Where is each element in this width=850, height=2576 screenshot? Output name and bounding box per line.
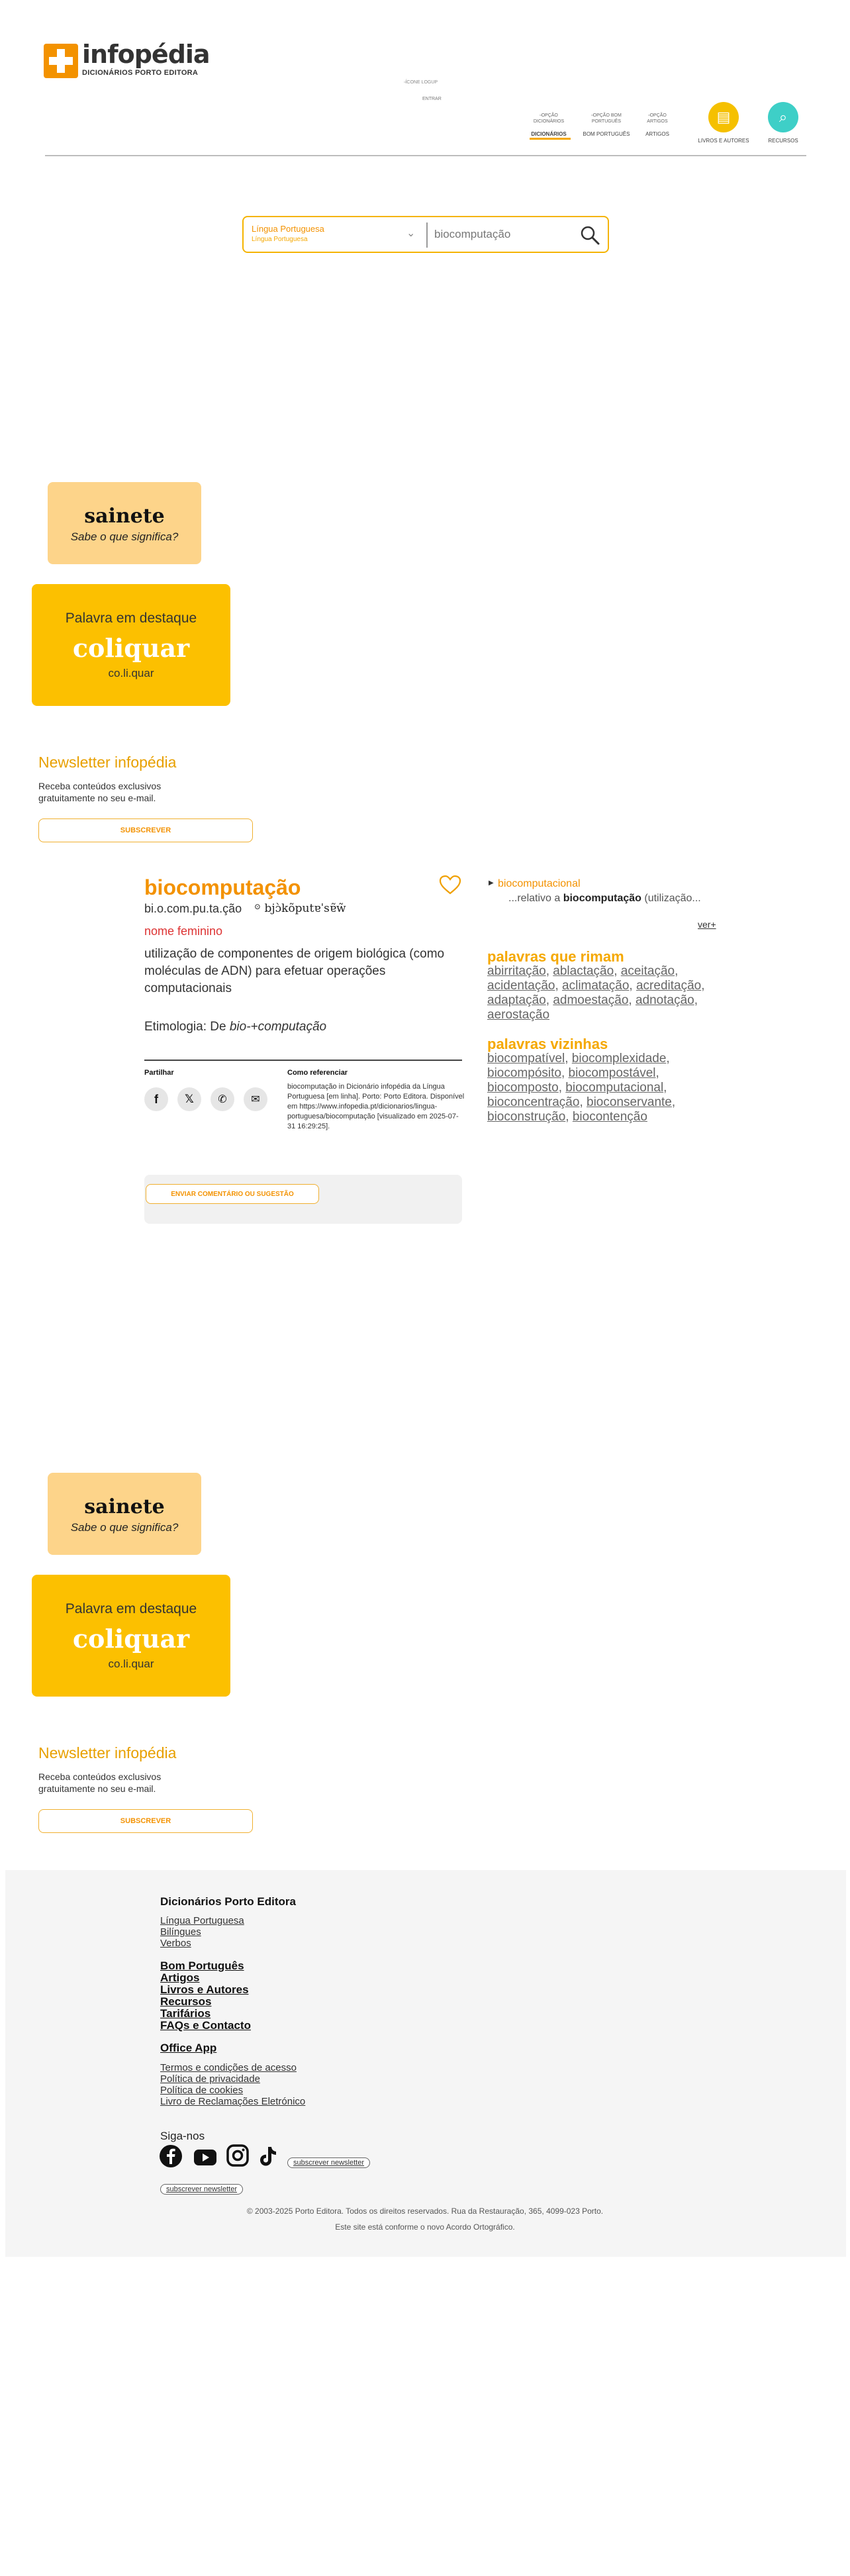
related-description: ...relativo a biocomputação (utilização...: [508, 893, 701, 904]
language-select-sub: Língua Portuguesa: [252, 236, 308, 243]
logo-subtitle: DICIONÁRIOS PORTO EDITORA: [82, 69, 199, 77]
nav-bom-portugues[interactable]: BOM PORTUGUÊS: [583, 131, 630, 137]
grammar-class: nome feminino: [144, 924, 223, 938]
neighbors-title: palavras vizinhas: [487, 1036, 608, 1052]
logo-text[interactable]: infopédia: [82, 40, 210, 69]
quiz-word: sainete: [84, 1495, 165, 1518]
x-icon[interactable]: 𝕏: [177, 1087, 201, 1111]
subscribe-button-2[interactable]: SUBSCREVER: [38, 1809, 253, 1833]
rhyme-word[interactable]: adaptação: [487, 993, 546, 1007]
feedback-button[interactable]: ENVIAR COMENTÁRIO OU SUGESTÃO: [146, 1184, 319, 1204]
rhymes-list: abirritação, ablactação, aceitação, acidentação, aclimatação, acreditação, adaptação, admoestação, adnotação, aerostação: [487, 964, 705, 1022]
word-quiz-card[interactable]: [48, 482, 201, 564]
footer-bold-link[interactable]: Tarifários: [160, 2007, 211, 2020]
search-input[interactable]: biocomputação: [434, 228, 511, 240]
featured-syllables: co.li.quar: [108, 1658, 154, 1670]
subscribe-newsletter-pill[interactable]: subscrever newsletter: [287, 2157, 370, 2168]
featured-word: coliquar: [72, 633, 190, 663]
search-icon[interactable]: [579, 224, 601, 246]
facebook-icon[interactable]: f: [144, 1087, 168, 1111]
search-divider: [426, 223, 428, 248]
footer-link[interactable]: Verbos: [160, 1938, 191, 1949]
rhyme-word[interactable]: aerostação: [487, 1008, 550, 1022]
quiz-subtitle: Sabe o que significa?: [70, 1521, 179, 1534]
featured-word-card[interactable]: [32, 584, 230, 706]
audio-icon[interactable]: ⊙: [254, 902, 261, 911]
copyright: © 2003-2025 Porto Editora. Todos os direitos reservados. Rua da Restauração, 365, 4099-023 Porto.: [246, 2206, 604, 2216]
neighbor-word[interactable]: bioconservante: [587, 1095, 672, 1109]
rhymes-title: palavras que rimam: [487, 948, 624, 965]
newsletter-title: Newsletter infopédia: [38, 754, 177, 771]
featured-title: Palavra em destaque: [65, 611, 197, 626]
legal-link[interactable]: Livro de Reclamações Eletrónico: [160, 2096, 306, 2107]
nav-artigos[interactable]: ARTIGOS: [645, 131, 669, 137]
whatsapp-icon[interactable]: ✆: [211, 1087, 234, 1111]
favorite-heart-icon[interactable]: [438, 874, 462, 895]
rhyme-word[interactable]: acreditação: [636, 979, 702, 993]
nav-recursos[interactable]: RECURSOS: [768, 138, 798, 144]
rhyme-word[interactable]: abirritação: [487, 964, 546, 978]
facebook-icon[interactable]: [159, 2144, 183, 2168]
email-icon[interactable]: ✉: [244, 1087, 267, 1111]
footer-title: Dicionários Porto Editora: [160, 1895, 296, 1908]
youtube-icon[interactable]: [193, 2148, 217, 2167]
newsletter-text-2: Receba conteúdos exclusivos gratuitamente no seu e-mail.: [38, 1771, 162, 1794]
neighbor-word[interactable]: biocomposto: [487, 1081, 559, 1095]
subscribe-button[interactable]: SUBSCREVER: [38, 818, 253, 842]
login-button[interactable]: ENTRAR: [422, 97, 442, 101]
rhyme-word[interactable]: ablactação: [553, 964, 614, 978]
footer-bold-link[interactable]: Bom Português: [160, 1959, 244, 1972]
neighbor-word[interactable]: biocomputacional: [565, 1081, 664, 1095]
featured-title: Palavra em destaque: [65, 1601, 197, 1616]
featured-syllables: co.li.quar: [108, 667, 154, 679]
word-quiz-card-2[interactable]: [48, 1473, 201, 1555]
rhyme-word[interactable]: acidentação: [487, 979, 555, 993]
neighbor-word[interactable]: biocompatível: [487, 1052, 565, 1065]
footer-legal-links: [160, 2062, 305, 2107]
rhyme-word[interactable]: adnotação: [635, 993, 694, 1007]
legal-link[interactable]: Política de privacidade: [160, 2073, 260, 2085]
cite-title: Como referenciar: [287, 1069, 348, 1077]
rhyme-word[interactable]: aclimatação: [562, 979, 630, 993]
neighbor-word[interactable]: biocomplexidade: [571, 1052, 667, 1065]
featured-word: coliquar: [72, 1624, 190, 1654]
footer-link[interactable]: Bilíngues: [160, 1926, 201, 1938]
rhyme-word[interactable]: admoestação: [553, 993, 629, 1007]
chevron-down-icon[interactable]: ⌄: [406, 228, 416, 239]
header-divider: [45, 155, 806, 156]
newsletter-text: Receba conteúdos exclusivos gratuitamente no seu e-mail.: [38, 781, 162, 803]
footer-dictionary-links: [160, 1915, 244, 1949]
neighbor-word[interactable]: biocontenção: [572, 1110, 647, 1124]
neighbor-word[interactable]: biocompostável: [568, 1066, 656, 1080]
legal-link[interactable]: Política de cookies: [160, 2085, 244, 2096]
subscribe-newsletter-pill-2[interactable]: subscrever newsletter: [160, 2184, 243, 2195]
search-bar: [242, 216, 609, 253]
nav-dictionaries[interactable]: DICIONÁRIOS: [531, 131, 567, 137]
entry-divider: [144, 1060, 462, 1061]
nav-livros-autores[interactable]: LIVROS E AUTORES: [698, 138, 749, 144]
citation-text: biocomputação in Dicionário infopédia da Língua Portuguesa [em linha]. Porto: Porto Editora. Disponível em https://www.infopedia.pt/dicionarios/lingua-portuguesa/biocomputação [visualizado em 2025-07-31 16:29:25].: [287, 1083, 465, 1130]
quiz-subtitle: Sabe o que significa?: [70, 530, 179, 543]
footer-bold-link[interactable]: Livros e Autores: [160, 1983, 249, 1996]
follow-title: Siga-nos: [160, 2130, 205, 2142]
instagram-icon[interactable]: [226, 2144, 249, 2167]
rhyme-word[interactable]: aceitação: [620, 964, 675, 978]
etymology-value[interactable]: bio-+computação: [229, 1020, 327, 1034]
entry-word: biocomputação: [144, 875, 301, 899]
footer-main-links: [160, 1960, 251, 2032]
newsletter-title-2: Newsletter infopédia: [38, 1744, 177, 1761]
see-more-link[interactable]: ver+: [698, 919, 716, 930]
share-title: Partilhar: [144, 1069, 174, 1077]
logo-icon[interactable]: [44, 44, 78, 78]
footer: [5, 1870, 846, 2257]
footer-bold-link[interactable]: FAQs e Contacto: [160, 2019, 251, 2032]
neighbors-list: biocompatível, biocomplexidade, biocompósito, biocompostável, biocomposto, biocomputacional, bioconcentração, bioconservante, bioconstrução, biocontenção: [487, 1052, 676, 1124]
artigos-icon[interactable]: ▫OPÇÃO ARTIGOS: [647, 113, 668, 124]
definition: utilização de componentes de origem biológica (como moléculas de ADN) para efetuar operações computacionais: [144, 947, 445, 995]
footer-bold-link[interactable]: Artigos: [160, 1971, 200, 1984]
footer-bold-link[interactable]: Recursos: [160, 1995, 212, 2008]
quiz-word: sainete: [84, 505, 165, 528]
neighbor-word[interactable]: biocompósito: [487, 1066, 561, 1080]
neighbor-word[interactable]: bioconstrução: [487, 1110, 566, 1124]
entry-syllables: bi.o.com.pu.ta.ção: [144, 902, 242, 915]
login-icon[interactable]: ▫ÍCONE LOGUP: [404, 80, 438, 85]
neighbor-word[interactable]: bioconcentração: [487, 1095, 580, 1109]
resources-icon[interactable]: ⌕: [768, 102, 798, 132]
language-select[interactable]: Língua Portuguesa: [252, 224, 324, 234]
tiktok-icon[interactable]: [258, 2146, 277, 2167]
spelling-agreement-note: Este site está conforme o novo Acordo Ortográfico.: [335, 2222, 515, 2232]
dictionaries-icon[interactable]: ▫OPÇÃO DICIONÁRIOS: [533, 113, 565, 124]
bullet-icon: ▶: [489, 879, 494, 887]
etymology: Etimologia: De bio-+computação: [144, 1020, 327, 1034]
related-word[interactable]: biocomputacional: [498, 878, 581, 889]
bom-portugues-icon[interactable]: ▫OPÇÃO BOM PORTUGUÊS: [591, 113, 622, 124]
legal-link[interactable]: Termos e condições de acesso: [160, 2062, 297, 2073]
nav-active-indicator: [530, 138, 571, 140]
featured-word-card-2[interactable]: [32, 1575, 230, 1697]
pronunciation: ⊙ bjɔ̀kõputɐˈsɐ̃w̃: [254, 902, 346, 915]
office-app-link[interactable]: Office App: [160, 2042, 217, 2054]
footer-link[interactable]: Língua Portuguesa: [160, 1915, 244, 1926]
books-icon[interactable]: ▤: [708, 102, 739, 132]
